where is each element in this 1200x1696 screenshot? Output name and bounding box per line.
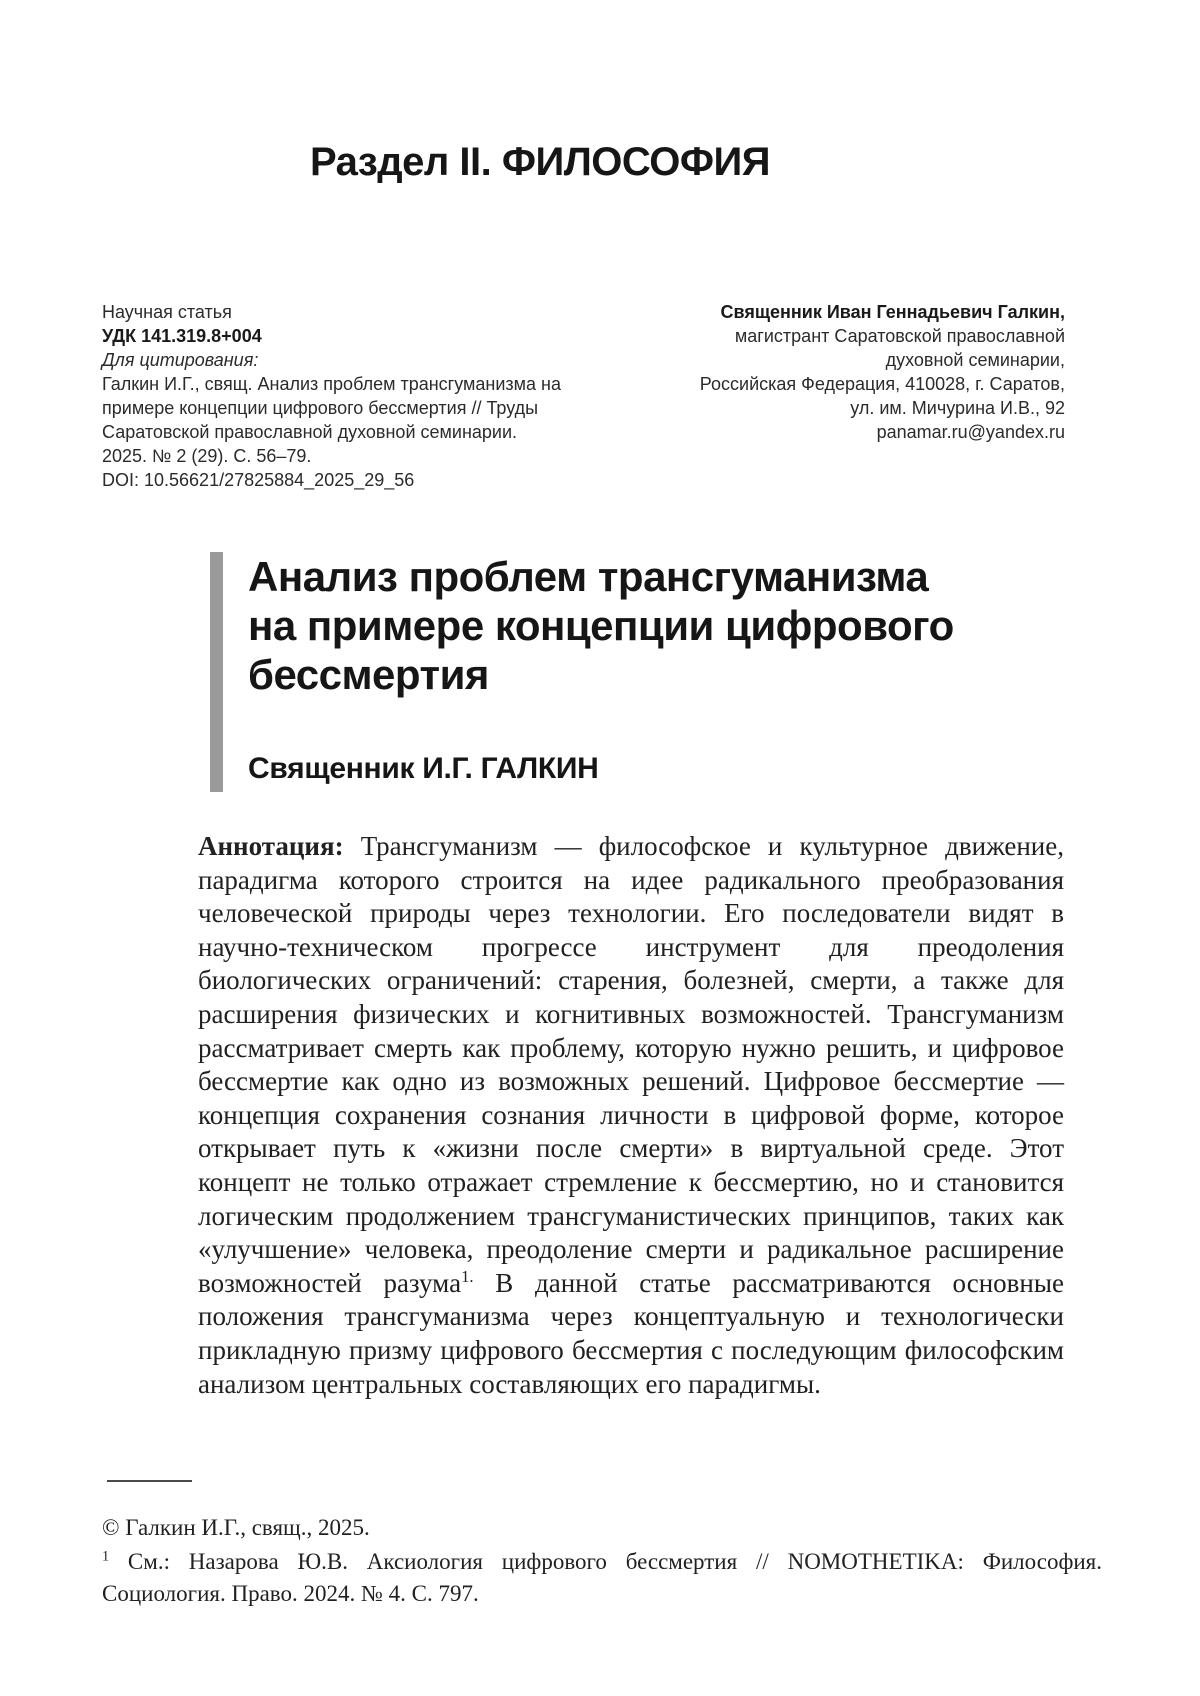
footnote <box>102 1546 1102 1610</box>
title-accent-bar <box>210 552 223 792</box>
author-full-name: Священник Иван Геннадьевич Галкин, <box>720 302 1065 322</box>
article-type-label: Научная статья <box>102 302 232 322</box>
article-title-line: бессмертия <box>248 651 489 698</box>
abstract-paragraph <box>198 830 1064 1401</box>
footnote-text: См.: Назарова Ю.В. Аксиология цифрового бессмертия // NOMOTHETIKA: Философия. Социология. Право. 2024. № 4. С. 797. <box>102 1549 1102 1606</box>
abstract-text-continued: В данной статье рассматриваются основные положения трансгуманизма через концептуальную и технологически прикладную призму цифрового бессмертия с последующим философским анализом центральных составляющих его парадигмы. <box>198 1267 1064 1399</box>
footnote-divider <box>107 1480 192 1482</box>
udc-code: УДК 141.319.8+004 <box>102 326 262 346</box>
author-address-line: ул. им. Мичурина И.В., 92 <box>850 398 1065 418</box>
article-meta-block <box>102 300 564 492</box>
author-address-line: Российская Федерация, 410028, г. Саратов, <box>699 374 1065 394</box>
abstract-footnote-ref: 1. <box>461 1266 474 1286</box>
section-header: Раздел II. ФИЛОСОФИЯ <box>309 140 771 184</box>
author-affiliation-line: духовной семинарии, <box>885 350 1065 370</box>
author-email: panamar.ru@yandex.ru <box>876 422 1065 442</box>
abstract-label: Аннотация: <box>198 831 344 861</box>
author-info-block <box>595 300 1065 444</box>
footnote-marker: 1 <box>102 1548 110 1565</box>
citation-label: Для цитирования: <box>102 350 259 370</box>
author-affiliation-line: магистрант Саратовской православной <box>734 326 1065 346</box>
abstract-text: Трансгуманизм — философское и культурное движение, парадигма которого строится на идее радикального преобразования человеческой природы через технологии. Его последователи видят в научно-техническом прогрессе инструмент для преодоления биологических ограничений: старения, болезней, смерти, а также для расширения физических и когнитивных возможностей. Трансгуманизм рассматривает смерть как проблему, которую нужно решить, и цифровое бессмертие как одно из возможных решений. Цифровое бессмертие — концепция сохранения сознания личности в цифровой форме, которое открывает путь к «жизни после смерти» в виртуальной среде. Этот концепт не только отражает стремление к бессмертию, но и становится логическим продолжением трансгуманистических принципов, таких как «улучшение» человека, преодоление смерти и радикальное расширение возможностей разума <box>198 831 1064 1298</box>
citation-text: Галкин И.Г., свящ. Анализ проблем трансгуманизма на примере концепции цифрового бессмертия // Труды Саратовской православной духовной семинарии. 2025. № 2 (29). С. 56–79. <box>102 374 561 466</box>
doi-text: DOI: 10.56621/27825884_2025_29_56 <box>102 470 415 490</box>
article-author: Священник И.Г. ГАЛКИН <box>248 752 599 785</box>
article-title-line: Анализ проблем трансгуманизма <box>248 553 929 600</box>
article-title-line: на примере концепции цифрового <box>248 602 954 649</box>
article-title <box>248 552 1078 699</box>
copyright-line: © Галкин И.Г., свящ., 2025. <box>102 1515 370 1540</box>
